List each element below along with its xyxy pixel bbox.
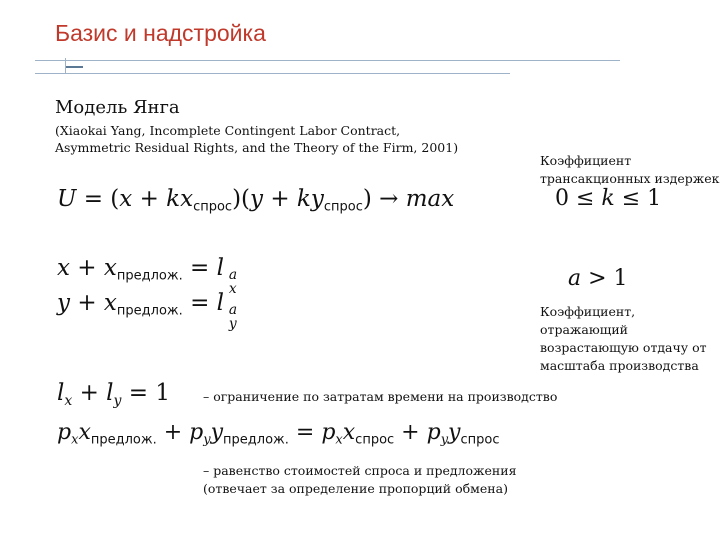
returns-coef-line-3: масштаба производства: [540, 358, 699, 373]
vertical-divider: [65, 58, 66, 74]
returns-coef-note: [540, 303, 720, 375]
returns-coef-line-2: возрастающую отдачу от: [540, 340, 707, 355]
slide-title: Базис и надстройка: [55, 20, 266, 46]
value-equality-line-1: – равенство стоимостей спроса и предложения: [203, 463, 517, 478]
returns-coef-line-1: Коэффициент, отражающий: [540, 304, 636, 337]
x-supply-equation: $x + x_{предлож.} = l$ a x: [57, 255, 238, 298]
time-constraint-note: – ограничение по затратам времени на производство: [203, 389, 558, 404]
transaction-coef-line-2: трансакционных издержек: [540, 171, 720, 186]
utility-equation: $U = (x + kx_{спрос})(y + ky_{спрос}) \to \max$: [57, 186, 455, 215]
citation: [55, 122, 458, 156]
transaction-bound: 0 ≤ k ≤ 1: [555, 186, 662, 211]
title-divider-accent: [65, 66, 83, 68]
transaction-coef-note: [540, 152, 719, 188]
value-equality-line-2: (отвечает за определение пропорций обмена): [203, 481, 508, 496]
section-heading: Модель Янга: [55, 97, 180, 118]
title-divider-top: [35, 60, 620, 61]
value-balance-equation: $p_xx_{предлож.} + p_yy_{предлож.} = p_xx_{спрос} + p_yy_{спрос}$: [57, 420, 500, 448]
y-supply-equation: $y + x_{предлож.} = l$ a y: [57, 290, 238, 333]
labor-constraint-equation: $l_x + l_y = 1$: [57, 380, 170, 409]
title-divider-bottom: [35, 73, 510, 74]
returns-bound: a > 1: [568, 266, 628, 291]
citation-line-1: (Xiaokai Yang, Incomplete Contingent Labor Contract,: [55, 123, 401, 138]
transaction-coef-line-1: Коэффициент: [540, 153, 632, 168]
citation-line-2: Asymmetric Residual Rights, and the Theory of the Firm, 2001): [55, 140, 459, 155]
value-equality-note: [203, 462, 516, 498]
